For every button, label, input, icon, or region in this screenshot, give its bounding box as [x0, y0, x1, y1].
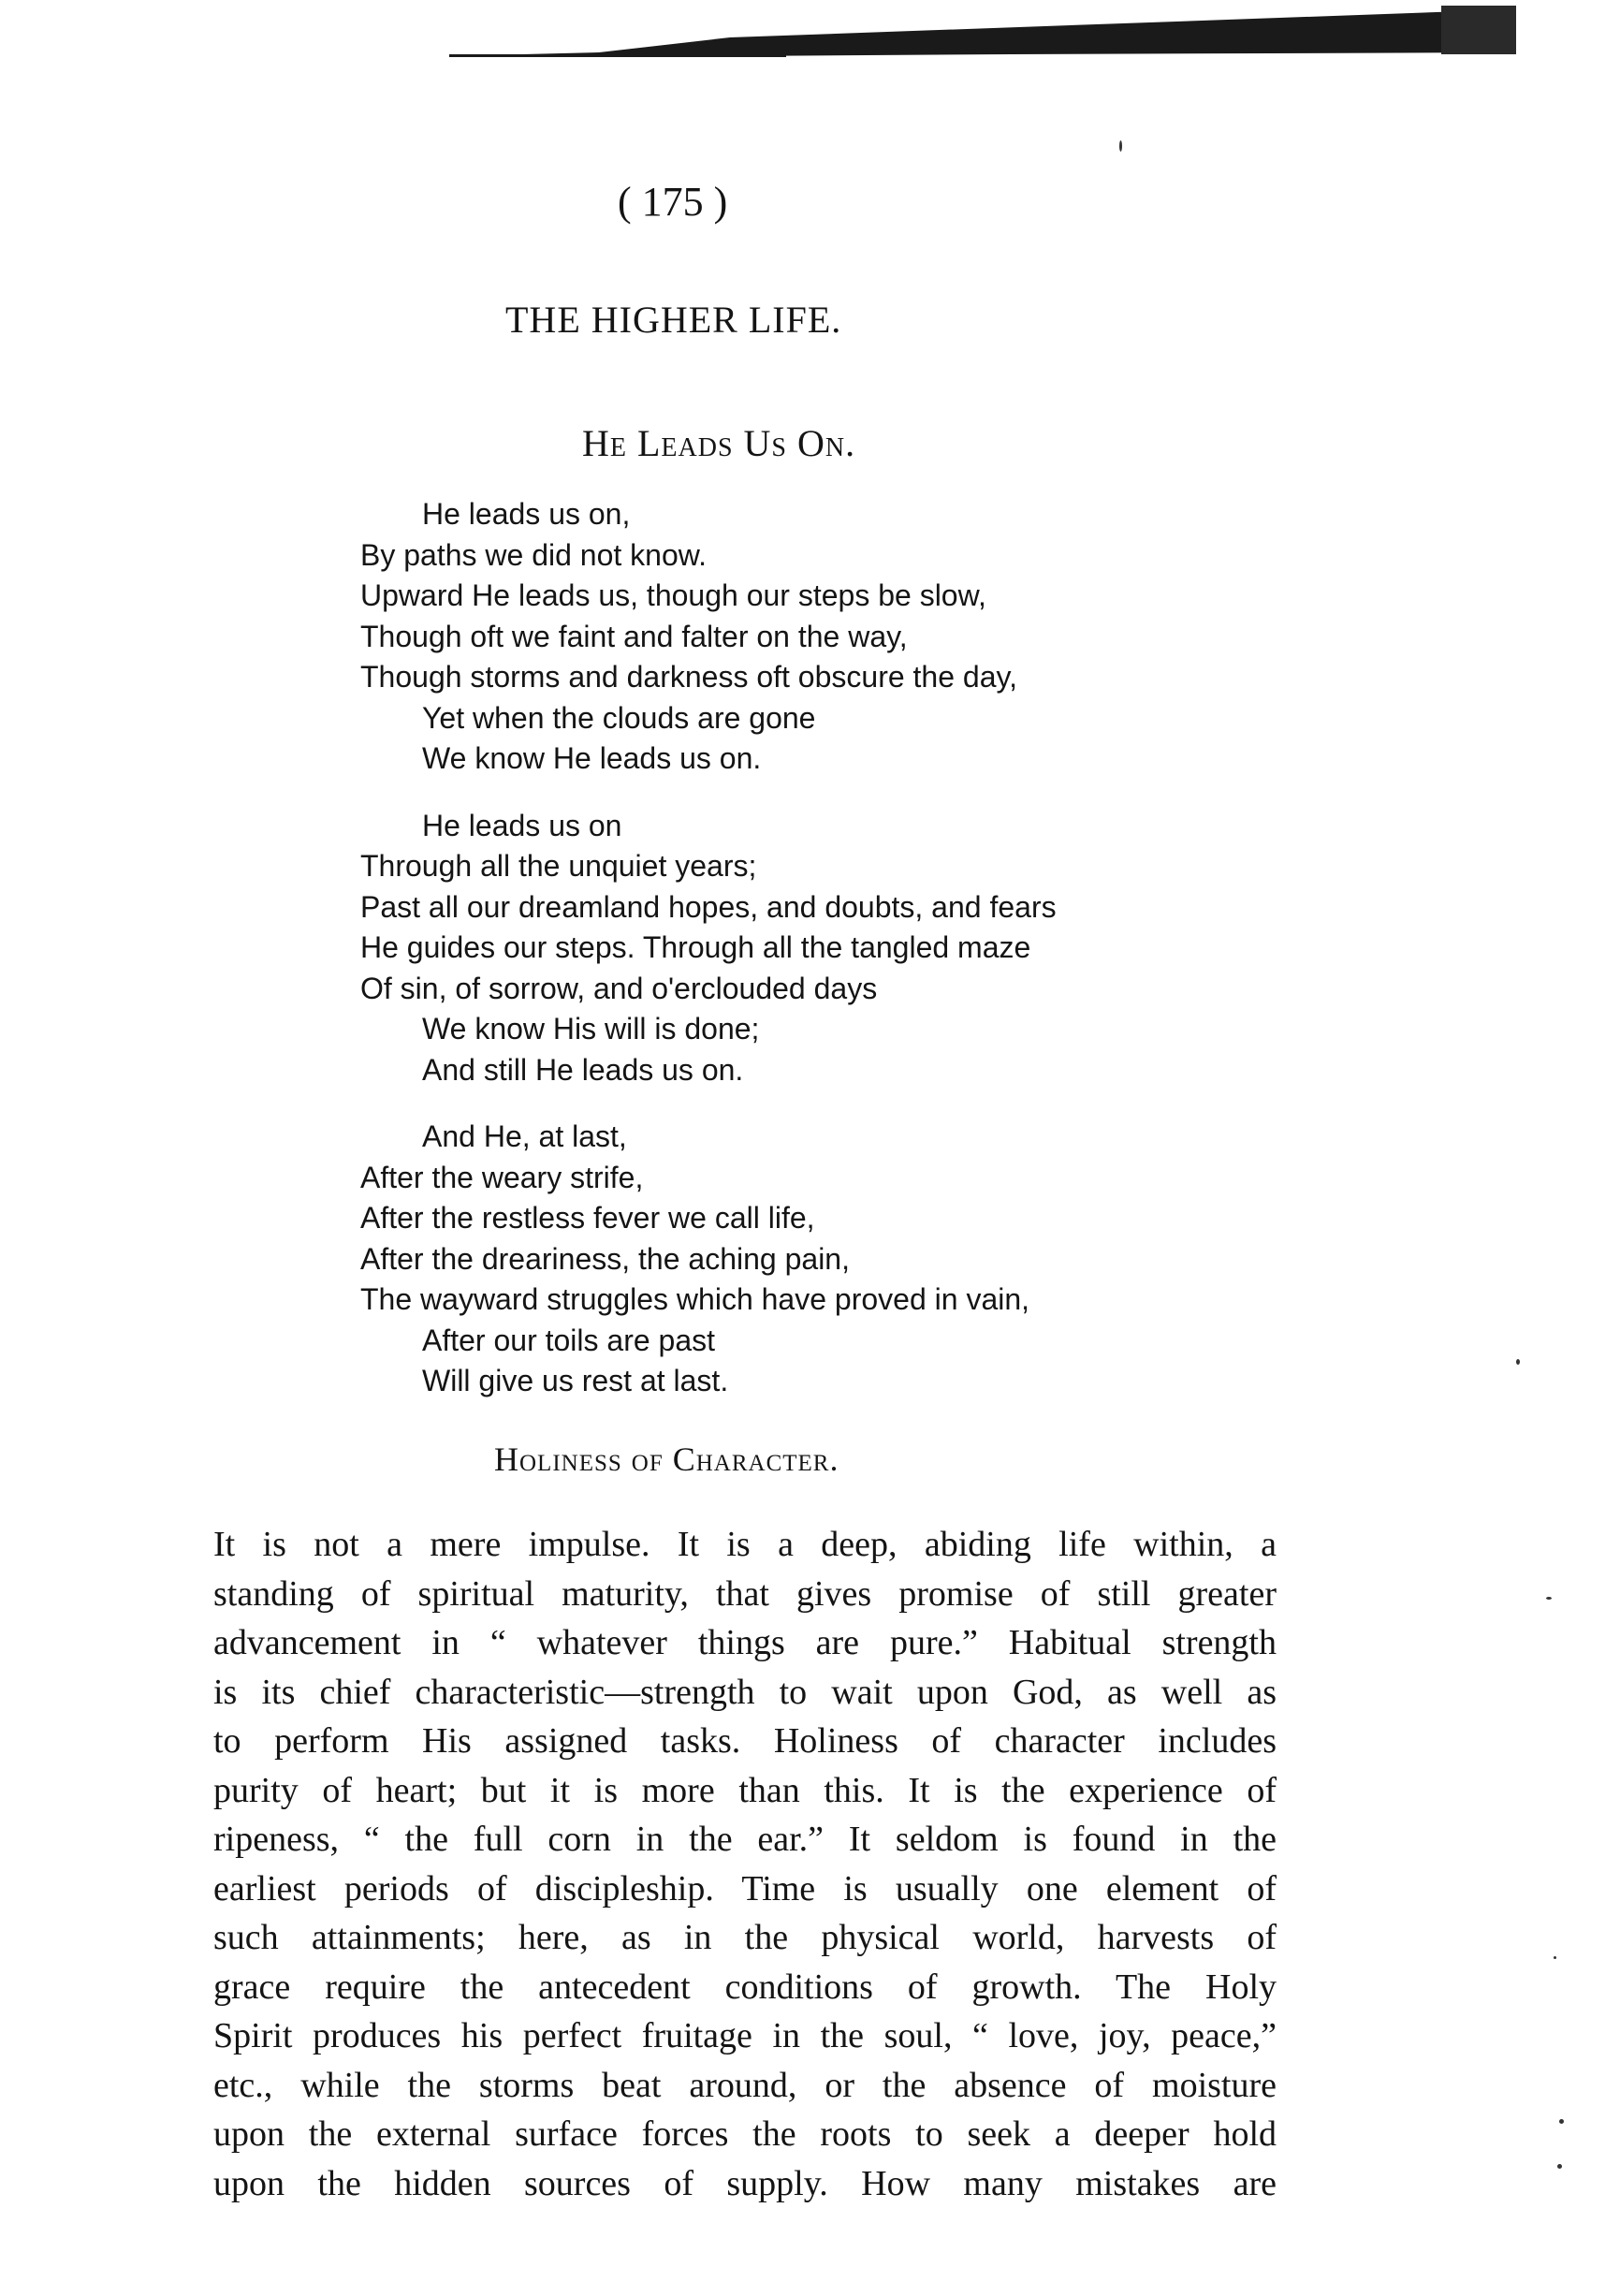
- poem-line: Yet when the clouds are gone: [422, 700, 816, 735]
- paragraph-line: such attainments; here, as in the physical world, harvests of: [213, 1918, 1277, 1957]
- poem-stanza: [360, 1117, 1057, 1402]
- poem-line: Of sin, of sorrow, and o'erclouded days: [360, 971, 878, 1005]
- poem-line: Through all the unquiet years;: [360, 849, 757, 883]
- page-title: THE HIGHER LIFE.: [505, 299, 842, 341]
- paragraph-line: standing of spiritual maturity, that gives promise of still greater: [213, 1573, 1277, 1614]
- essay-paragraph: [213, 1520, 1277, 2208]
- poem-line: After the weary strife,: [360, 1160, 644, 1194]
- poem-line: Though oft we faint and falter on the way,: [360, 619, 908, 653]
- scan-speck: [1554, 1956, 1556, 1959]
- poem-line: We know He leads us on.: [422, 741, 762, 775]
- poem-stanza: [360, 494, 1057, 780]
- paragraph-line: ripeness, “ the full corn in the ear.” It seldom is found in the: [213, 1820, 1277, 1859]
- poem-line: Past all our dreamland hopes, and doubts, and fears: [360, 889, 1057, 924]
- scan-speck: [1546, 1597, 1552, 1600]
- poem-line: After the dreariness, the aching pain,: [360, 1241, 850, 1276]
- poem: [360, 494, 1057, 1428]
- paragraph-line: Spirit produces his perfect fruitage in the soul, “ love, joy, peace,”: [213, 2016, 1277, 2055]
- poem-line: Upward He leads us, though our steps be slow,: [360, 578, 986, 612]
- poem-line: The wayward struggles which have proved in vain,: [360, 1282, 1030, 1316]
- essay-heading: Holiness of Character.: [494, 1440, 839, 1478]
- paragraph-line: etc., while the storms beat around, or the absence of moisture: [213, 2065, 1277, 2105]
- paragraph-line: is its chief characteristic—strength to wait upon God, as well as: [213, 1672, 1277, 1712]
- paragraph-line: to perform His assigned tasks. Holiness of character includes: [213, 1721, 1277, 1761]
- scan-speck: [1557, 2164, 1562, 2169]
- scan-speck: [1119, 140, 1122, 152]
- poem-line: Will give us rest at last.: [422, 1364, 729, 1397]
- paragraph-line: purity of heart; but it is more than this. It is the experience of: [213, 1770, 1277, 1810]
- poem-line: After the restless fever we call life,: [360, 1201, 815, 1235]
- paragraph-line: advancement in “ whatever things are pure.” Habitual strength: [213, 1623, 1277, 1662]
- scan-speck: [1516, 1359, 1520, 1365]
- poem-line: And He, at last,: [422, 1119, 627, 1153]
- poem-line: We know His will is done;: [422, 1012, 760, 1046]
- paragraph-line: It is not a mere impulse. It is a deep, abiding life within, a: [213, 1525, 1277, 1564]
- paragraph-line: earliest periods of discipleship. Time is usually one element of: [213, 1868, 1277, 1908]
- poem-line: He leads us on,: [422, 497, 631, 531]
- poem-line: After our toils are past: [422, 1323, 716, 1357]
- poem-line: Though storms and darkness oft obscure the day,: [360, 660, 1018, 694]
- scan-speck: [1559, 2119, 1564, 2124]
- top-scan-rule: [449, 0, 1516, 62]
- paragraph-line: upon the hidden sources of supply. How many mistakes are: [213, 2163, 1277, 2203]
- poem-line: He guides our steps. Through all the tangled maze: [360, 930, 1031, 964]
- poem-stanza: [360, 806, 1057, 1091]
- poem-line: By paths we did not know.: [360, 537, 707, 572]
- poem-heading: He Leads Us On.: [582, 422, 856, 464]
- paragraph-line: grace require the antecedent conditions of growth. The Holy: [213, 1967, 1277, 2007]
- paragraph-line: upon the external surface forces the roots to seek a deeper hold: [213, 2114, 1277, 2154]
- poem-line: He leads us on: [422, 808, 622, 842]
- poem-line: And still He leads us on.: [422, 1052, 744, 1087]
